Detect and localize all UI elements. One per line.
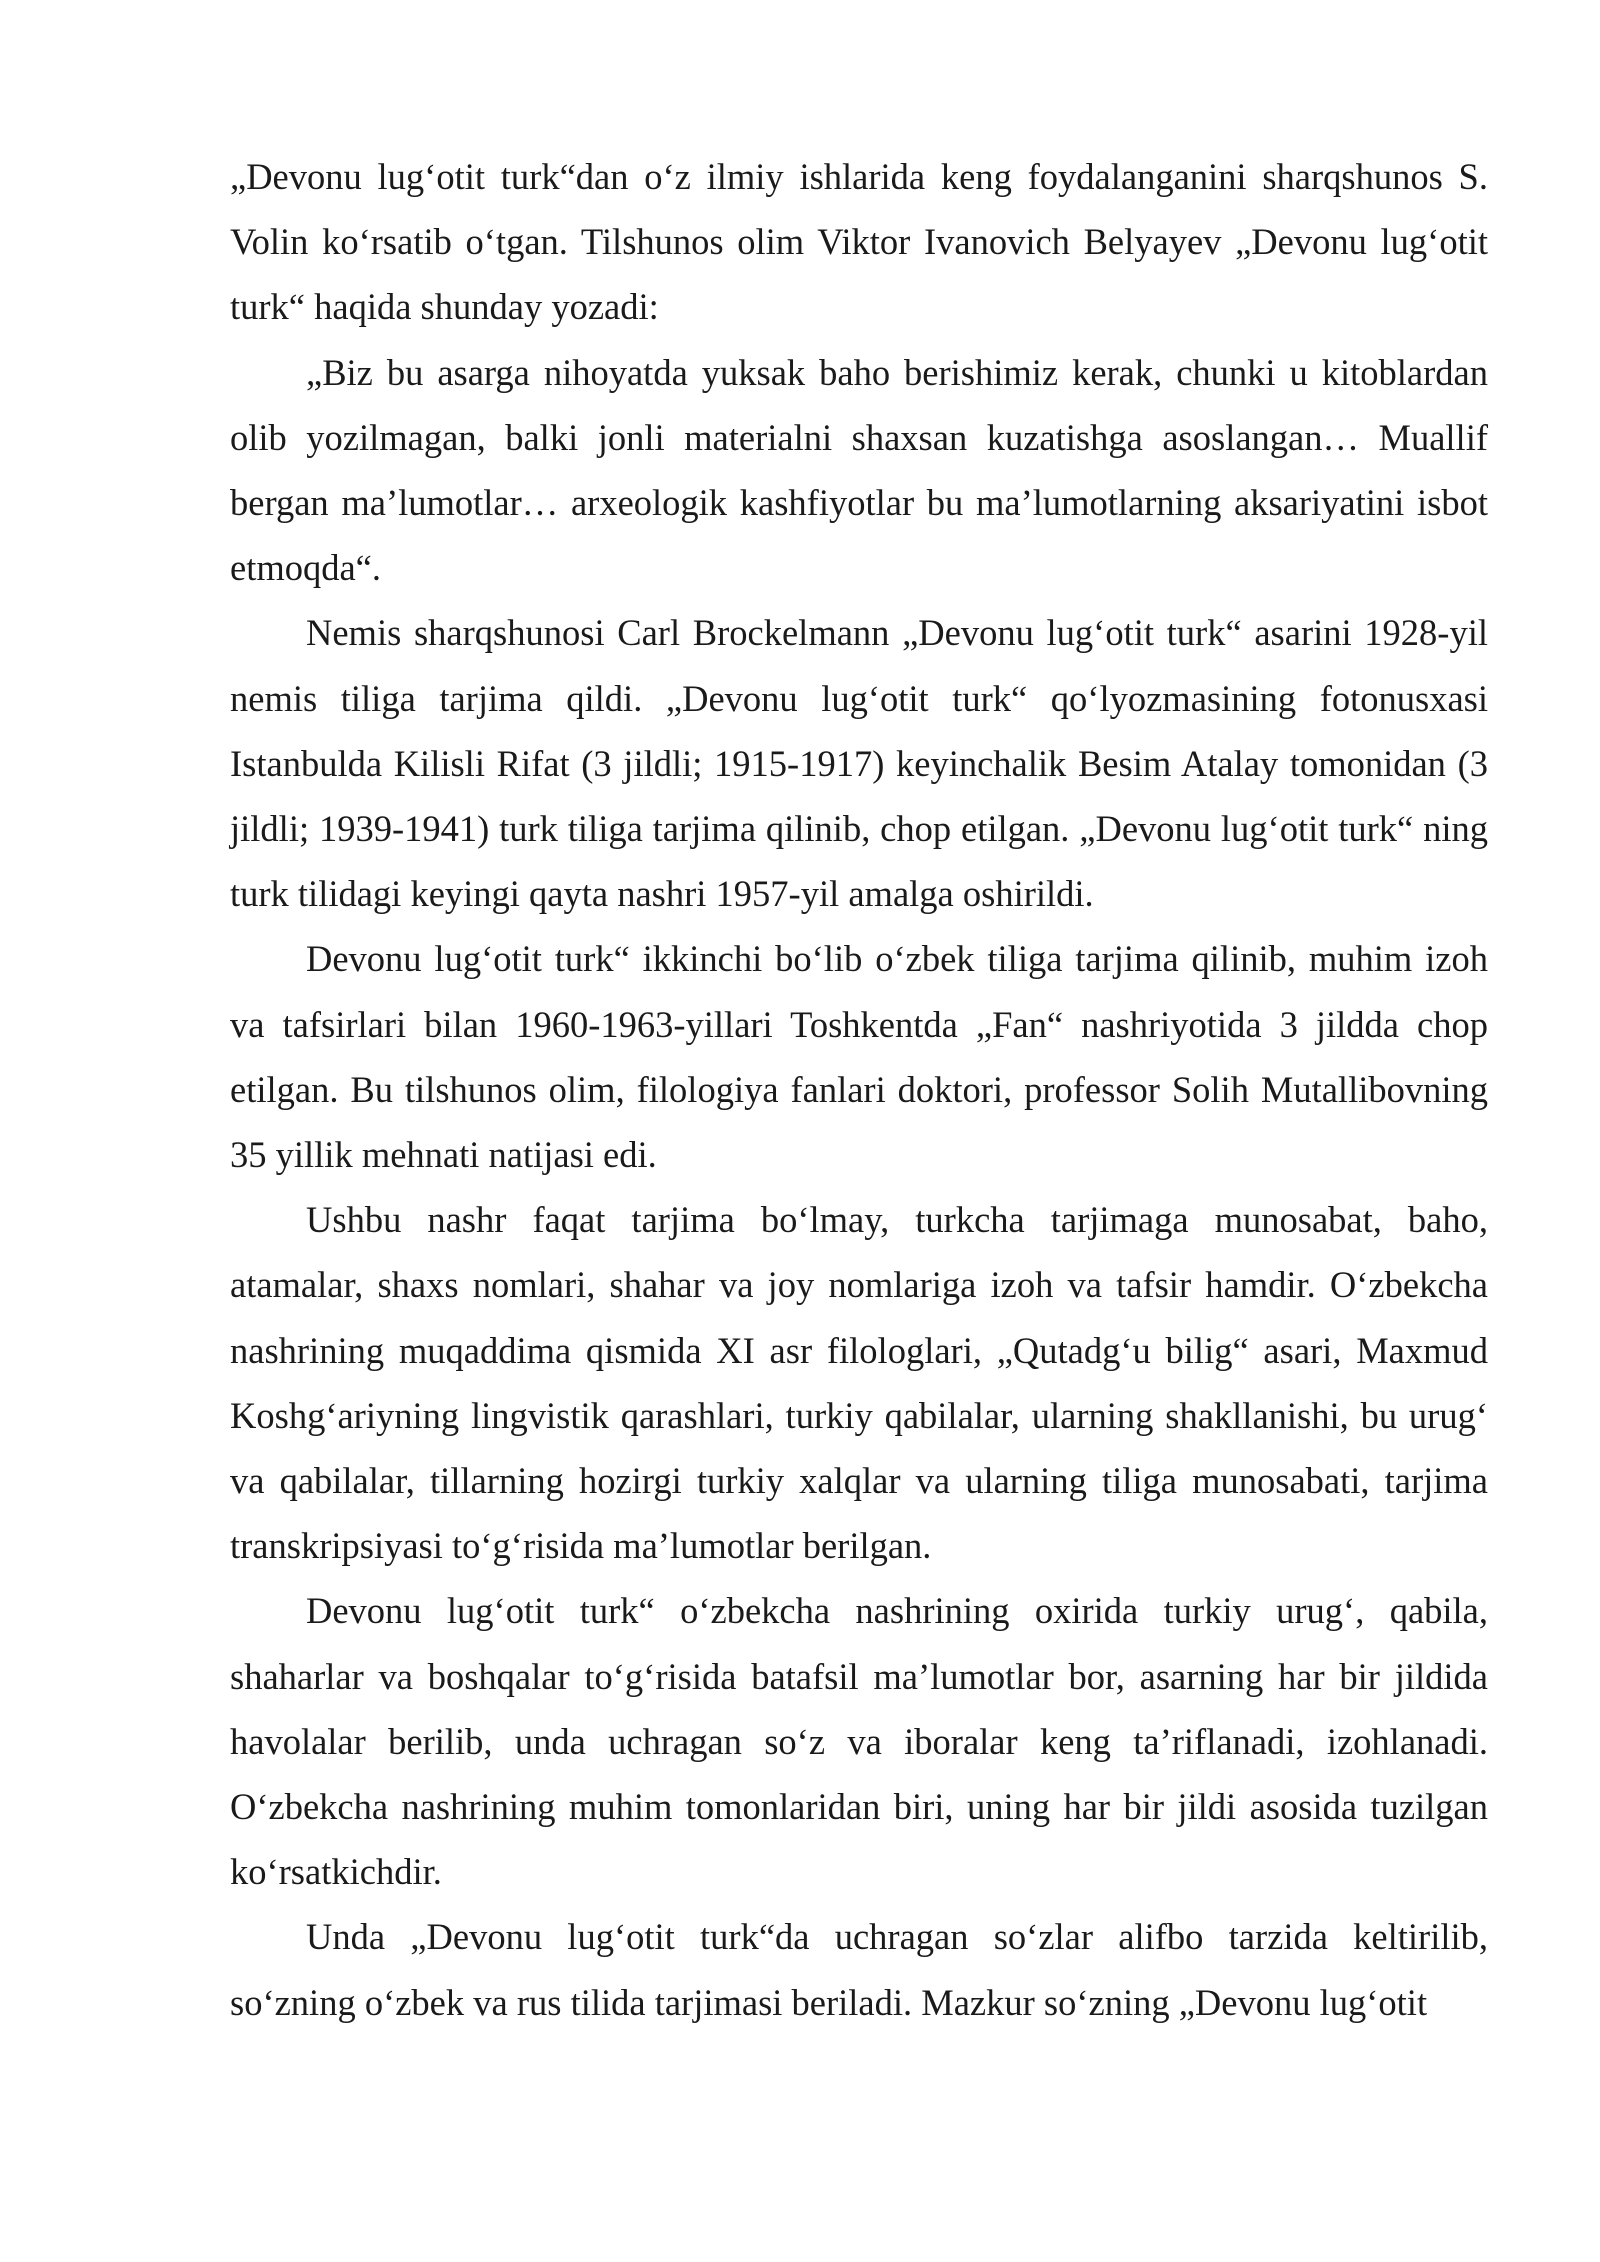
document-page xyxy=(230,144,1488,2035)
paragraph-7: Unda „Devonu lugʻotit turk“da uchragan soʻzlar alifbo tarzida keltirilib, soʻzning oʻzbek va rus tilida tarjimasi beriladi. Mazkur soʻzning „Devonu lugʻotit xyxy=(230,1916,1488,2023)
paragraph-4: Devonu lugʻotit turk“ ikkinchi boʻlib oʻzbek tiliga tarjima qilinib, muhim izoh va tafsirlari bilan 1960-1963-yillari Toshkentda „Fan“ nashriyotida 3 jildda chop etilgan. Bu tilshunos olim, filologiya fanlari doktori, professor Solih Mutallibovning 35 yillik mehnati natijasi edi. xyxy=(230,938,1488,1176)
paragraph-6: Devonu lugʻotit turk“ oʻzbekcha nashrining oxirida turkiy urugʻ, qabila, shaharlar va boshqalar toʻgʻrisida batafsil maʼlumotlar bor, asarning har bir jildida havolalar berilib, unda uchragan soʻz va iboralar keng taʼriflanadi, izohlanadi. Oʻzbekcha nashrining muhim tomonlaridan biri, uning har bir jildi asosida tuzilgan koʻrsatkichdir. xyxy=(230,1590,1488,1893)
paragraph-1: „Devonu lugʻotit turk“dan oʻz ilmiy ishlarida keng foydalanganini sharqshunos S. Volin koʻrsatib oʻtgan. Tilshunos olim Viktor Ivanovich Belyayev „Devonu lugʻotit turk“ haqida shunday yozadi: xyxy=(230,156,1488,328)
paragraph-2-quote: „Biz bu asarga nihoyatda yuksak baho berishimiz kerak, chunki u kitoblardan olib yozilmagan, balki jonli materialni shaxsan kuzatishga asoslangan… Muallif bergan maʼlumotlar… arxeologik kashfiyotlar bu maʼlumotlarning aksariyatini isbot etmoqda“. xyxy=(230,351,1488,589)
paragraph-5: Ushbu nashr faqat tarjima boʻlmay, turkcha tarjimaga munosabat, baho, atamalar, shaxs nomlari, shahar va joy nomlariga izoh va tafsir hamdir. Oʻzbekcha nashrining muqaddima qismida XI asr filologlari, „Qutadgʻu bilig“ asari, Maxmud Koshgʻariyning lingvistik qarashlari, turkiy qabilalar, ularning shakllanishi, bu urugʻ va qabilalar, tillarning hozirgi turkiy xalqlar va ularning tiliga munosabati, tarjima transkripsiyasi toʻgʻrisida maʼlumotlar berilgan. xyxy=(230,1199,1488,1567)
paragraph-3: Nemis sharqshunosi Carl Brockelmann „Devonu lugʻotit turk“ asarini 1928-yil nemis tiliga tarjima qildi. „Devonu lugʻotit turk“ qoʻlyozmasining fotonusxasi Istanbulda Kilisli Rifat (3 jildli; 1915-1917) keyinchalik Besim Atalay tomonidan (3 jildli; 1939-1941) turk tiliga tarjima qilinib, chop etilgan. „Devonu lugʻotit turk“ ning turk tilidagi keyingi qayta nashri 1957-yil amalga oshirildi. xyxy=(230,612,1488,915)
